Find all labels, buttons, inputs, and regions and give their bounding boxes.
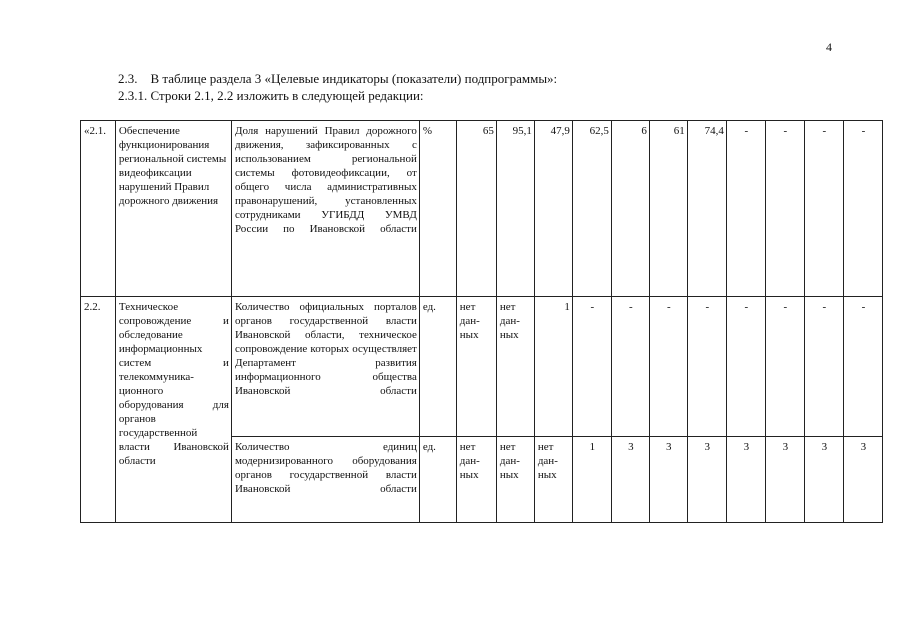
table-row — [81, 297, 883, 437]
subprogram-name: Техническое сопровождение и обследование информационных систем и телекоммуника-ционного оборудования для органов государственной власти Ивановской области — [115, 297, 231, 523]
value-cell: нет дан-ных — [496, 437, 534, 523]
value-cell: 3 — [611, 437, 649, 523]
value-cell: - — [726, 121, 765, 297]
value-cell: 47,9 — [534, 121, 572, 297]
value-cell: 3 — [726, 437, 765, 523]
page-number: 4 — [826, 40, 832, 54]
row-number: 2.2. — [81, 297, 116, 523]
value-cell: - — [765, 297, 804, 437]
value-cell: - — [611, 297, 649, 437]
value-cell: - — [572, 297, 611, 437]
value-cell: 65 — [456, 121, 496, 297]
indicator-name: Количество единиц модернизированного оборудования органов государственной власти Ивановской области — [231, 437, 419, 523]
value-cell: 1 — [572, 437, 611, 523]
value-cell: - — [765, 121, 804, 297]
value-cell: - — [843, 121, 882, 297]
value-cell: - — [843, 297, 882, 437]
value-cell: 95,1 — [496, 121, 534, 297]
unit-cell: ед. — [419, 437, 456, 523]
value-cell: 61 — [649, 121, 687, 297]
value-cell: нет дан-ных — [534, 437, 572, 523]
value-cell: нет дан-ных — [496, 297, 534, 437]
indicator-name: Доля нарушений Правил дорожного движения, зафиксированных с использованием региональной системы фотовидеофиксации, от общего числа административных правонарушений, установленных сотрудниками УГИБДД УМВД России по Ивановской области — [231, 121, 419, 297]
value-cell: 3 — [765, 437, 804, 523]
value-cell: 3 — [687, 437, 726, 523]
value-cell: 3 — [804, 437, 843, 523]
subprogram-name: Обеспечение функционирования региональной системы видеофиксации нарушений Правил дорожного движения — [115, 121, 231, 297]
value-cell: - — [687, 297, 726, 437]
value-cell: - — [649, 297, 687, 437]
value-cell: - — [726, 297, 765, 437]
value-cell: 3 — [843, 437, 882, 523]
intro-line-2: 2.3.1. Строки 2.1, 2.2 изложить в следующей редакции: — [118, 88, 424, 103]
indicator-name: Количество официальных порталов органов государственной власти Ивановской области, техническое сопровождение которых осуществляет Департамент развития информационного общества Ивановской области — [231, 297, 419, 437]
row-number: «2.1. — [81, 121, 116, 297]
unit-cell: ед. — [419, 297, 456, 437]
value-cell: 62,5 — [572, 121, 611, 297]
value-cell: 6 — [611, 121, 649, 297]
value-cell: - — [804, 297, 843, 437]
value-cell: 74,4 — [687, 121, 726, 297]
value-cell: 1 — [534, 297, 572, 437]
value-cell: - — [804, 121, 843, 297]
indicators-table — [80, 120, 883, 523]
value-cell: нет дан-ных — [456, 437, 496, 523]
intro-line-1: 2.3. В таблице раздела 3 «Целевые индикаторы (показатели) подпрограммы»: — [118, 71, 558, 86]
value-cell: нет дан-ных — [456, 297, 496, 437]
unit-cell: % — [419, 121, 456, 297]
table-row — [81, 121, 883, 297]
intro-text — [118, 70, 557, 104]
value-cell: 3 — [649, 437, 687, 523]
